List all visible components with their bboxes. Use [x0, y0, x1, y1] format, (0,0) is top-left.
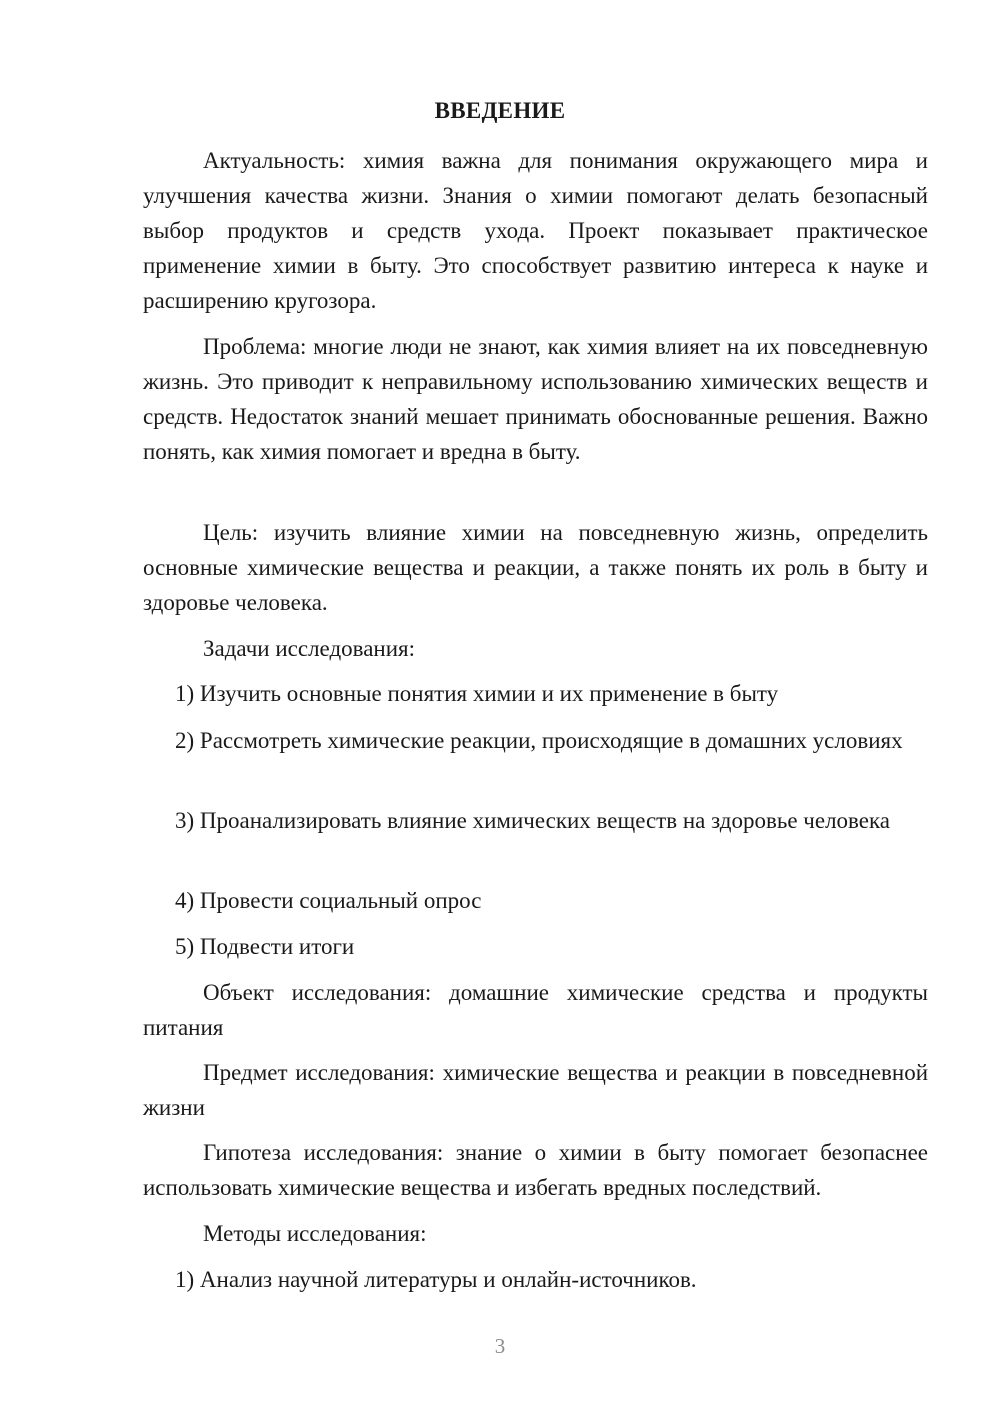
task-item-1: 1) Изучить основные понятия химии и их применение в быту [175, 681, 779, 706]
task-item-5: 5) Подвести итоги [175, 934, 355, 959]
task-item-3: 3) Проанализировать влияние химических веществ на здоровье человека [175, 808, 891, 833]
tasks-heading: Задачи исследования: [203, 636, 416, 661]
subject-paragraph: Предмет исследования: химические вещества и реакции в повседневной жизни [143, 1060, 928, 1120]
page-number: 3 [494, 1334, 506, 1358]
section-title: ВВЕДЕНИЕ [434, 98, 566, 123]
goal-paragraph: Цель: изучить влияние химии на повседневную жизнь, определить основные химические вещества и реакции, а также понять их роль в быту и здоровье человека. [143, 520, 928, 615]
relevance-paragraph: Актуальность: химия важна для понимания окружающего мира и улучшения качества жизни. Знания о химии помогают делать безопасный выбор продуктов и средств ухода. Проект показывает практическое применение химии в быту. Это способствует развитию интереса к науке и расширению кругозора. [143, 148, 928, 313]
methods-heading: Методы исследования: [203, 1221, 427, 1246]
task-item-4: 4) Провести социальный опрос [175, 888, 482, 913]
problem-paragraph: Проблема: многие люди не знают, как химия влияет на их повседневную жизнь. Это приводит к неправильному использованию химических веществ и средств. Недостаток знаний мешает принимать обоснованные решения. Важно понять, как химия помогает и вредна в быту. [143, 334, 928, 464]
task-item-2: 2) Рассмотреть химические реакции, происходящие в домашних условиях [175, 728, 903, 753]
object-paragraph: Объект исследования: домашние химические средства и продукты питания [143, 980, 928, 1040]
method-item-1: 1) Анализ научной литературы и онлайн-источников. [175, 1267, 697, 1292]
hypothesis-paragraph: Гипотеза исследования: знание о химии в быту помогает безопаснее использовать химические вещества и избегать вредных последствий. [143, 1140, 928, 1200]
